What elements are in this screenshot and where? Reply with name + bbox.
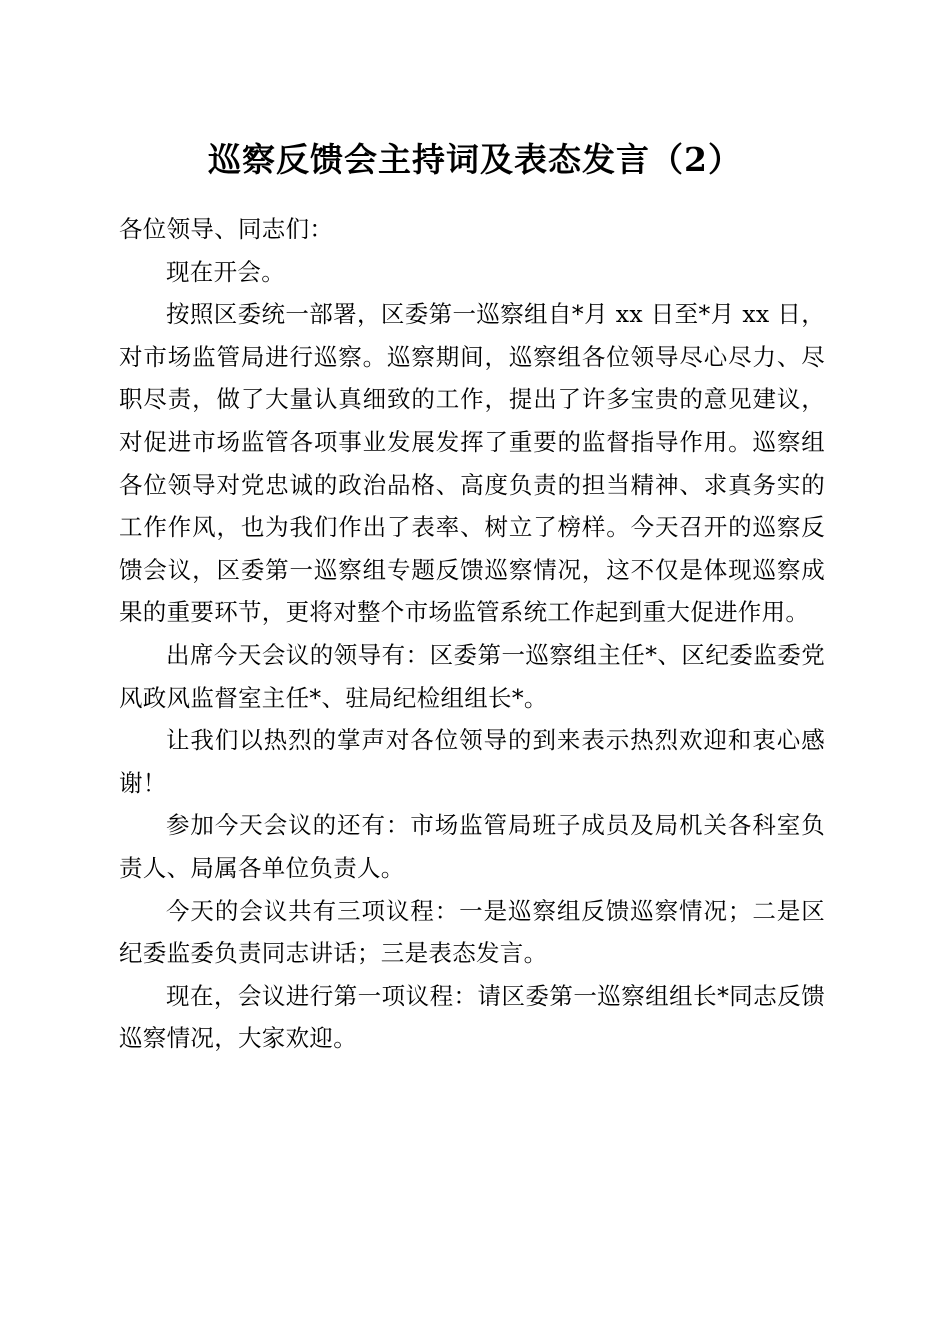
paragraph-first-item: 现在，会议进行第一项议程：请区委第一巡察组组长*同志反馈巡察情况，大家欢迎。	[119, 981, 825, 1053]
paragraph-agenda: 今天的会议共有三项议程：一是巡察组反馈巡察情况；二是区纪委监委负责同志讲话；三是表态发言。	[119, 896, 825, 968]
paragraph-welcome: 让我们以热烈的掌声对各位领导的到来表示热烈欢迎和衷心感谢！	[119, 726, 825, 797]
salutation: 各位领导、同志们：	[119, 215, 334, 243]
paragraph-attending-leaders: 出席今天会议的领导有：区委第一巡察组主任*、区纪委监委党风政风监督室主任*、驻局纪检组组长*。	[119, 640, 825, 712]
paragraph-inspection-summary: 按照区委统一部署，区委第一巡察组自*月 xx 日至*月 xx 日，对市场监管局进行巡察。巡察期间，巡察组各位领导尽心尽力、尽职尽责，做了大量认真细致的工作，提出了许多宝贵的意见建议，对促进市场监管各项事业发展发挥了重要的监督指导作用。巡察组各位领导对党忠诚的政治品格、高度负责的担当精神、求真务实的工作作风，也为我们作出了表率、树立了榜样。今天召开的巡察反馈会议，区委第一巡察组专题反馈巡察情况，这不仅是体现巡察成果的重要环节，更将对整个市场监管系统工作起到重大促进作用。	[119, 300, 825, 627]
paragraph-participants: 参加今天会议的还有：市场监管局班子成员及局机关各科室负责人、局属各单位负责人。	[119, 811, 825, 882]
paragraph-open-meeting: 现在开会。	[166, 257, 285, 286]
document-title: 巡察反馈会主持词及表态发言（2）	[208, 140, 742, 179]
document-body	[119, 208, 825, 1060]
